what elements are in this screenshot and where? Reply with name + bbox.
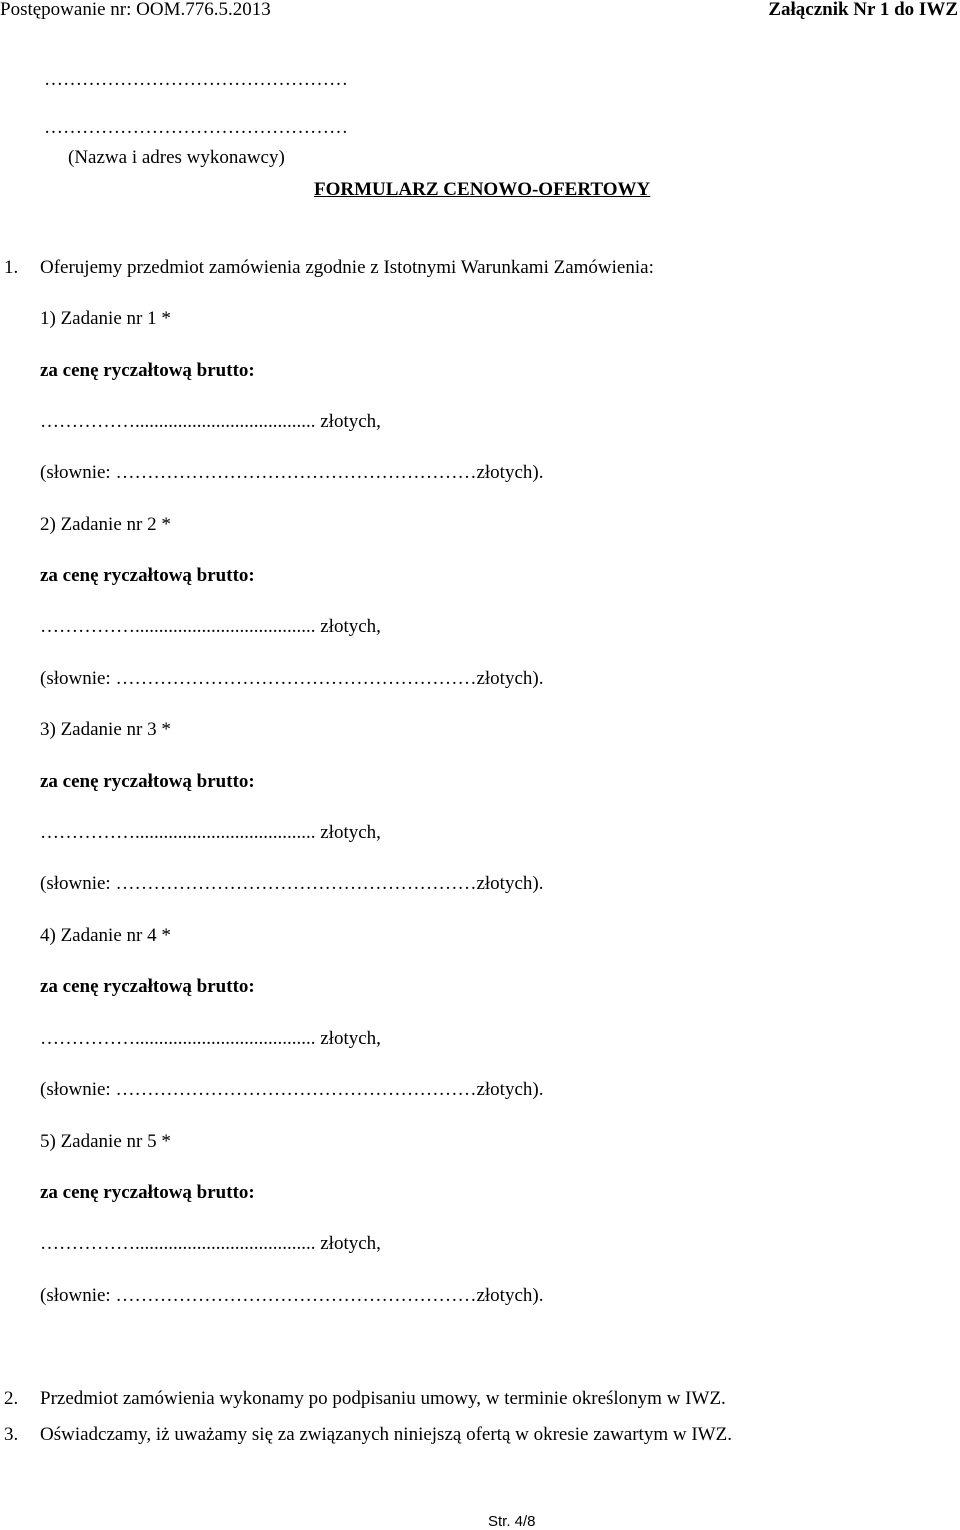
task-4-words-field[interactable]: (słownie: …………………………………………………złotych). bbox=[40, 1079, 544, 1100]
task-1-title: 1) Zadanie nr 1 * bbox=[40, 308, 171, 329]
task-2-words-field[interactable]: (słownie: …………………………………………………złotych). bbox=[40, 668, 544, 689]
task-4-title: 4) Zadanie nr 4 * bbox=[40, 925, 171, 946]
task-2-price-label: za cenę ryczałtową brutto: bbox=[40, 565, 255, 586]
contractor-dots-line-2: ………………………………………… bbox=[44, 117, 348, 138]
point-3-text: Oświadczamy, iż uważamy się za związanych niniejszą ofertą w okresie zawartym w IWZ. bbox=[40, 1424, 732, 1445]
point-1-number: 1. bbox=[4, 257, 19, 278]
task-3-price-label: za cenę ryczałtową brutto: bbox=[40, 771, 255, 792]
task-2-amount-field[interactable]: ……………...................................... złotych, bbox=[40, 616, 381, 637]
task-1-amount-field[interactable]: ……………...................................... złotych, bbox=[40, 411, 381, 432]
task-2-title: 2) Zadanie nr 2 * bbox=[40, 514, 171, 535]
task-3-title: 3) Zadanie nr 3 * bbox=[40, 719, 171, 740]
header-case-number: Postępowanie nr: OOM.776.5.2013 bbox=[0, 0, 271, 20]
task-1-words-field[interactable]: (słownie: …………………………………………………złotych). bbox=[40, 462, 544, 483]
task-5-words-field[interactable]: (słownie: …………………………………………………złotych). bbox=[40, 1285, 544, 1306]
form-title: FORMULARZ CENOWO-OFERTOWY bbox=[314, 179, 651, 200]
task-4-amount-field[interactable]: ……………...................................... złotych, bbox=[40, 1028, 381, 1049]
task-5-amount-field[interactable]: ……………...................................... złotych, bbox=[40, 1233, 381, 1254]
task-1-price-label: za cenę ryczałtową brutto: bbox=[40, 360, 255, 381]
header-attachment: Załącznik Nr 1 do IWZ bbox=[768, 0, 958, 20]
task-4-price-label: za cenę ryczałtową brutto: bbox=[40, 976, 255, 997]
contractor-label: (Nazwa i adres wykonawcy) bbox=[68, 147, 285, 168]
task-3-amount-field[interactable]: ……………...................................... złotych, bbox=[40, 822, 381, 843]
task-3-words-field[interactable]: (słownie: …………………………………………………złotych). bbox=[40, 873, 544, 894]
task-5-price-label: za cenę ryczałtową brutto: bbox=[40, 1182, 255, 1203]
page-number: Str. 4/8 bbox=[488, 1513, 536, 1530]
point-3-number: 3. bbox=[4, 1424, 19, 1445]
task-5-title: 5) Zadanie nr 5 * bbox=[40, 1131, 171, 1152]
contractor-dots-line-1: ………………………………………… bbox=[44, 69, 348, 90]
point-2-text: Przedmiot zamówienia wykonamy po podpisaniu umowy, w terminie określonym w IWZ. bbox=[40, 1388, 726, 1409]
point-1-text: Oferujemy przedmiot zamówienia zgodnie z Istotnymi Warunkami Zamówienia: bbox=[40, 257, 654, 278]
point-2-number: 2. bbox=[4, 1388, 19, 1409]
